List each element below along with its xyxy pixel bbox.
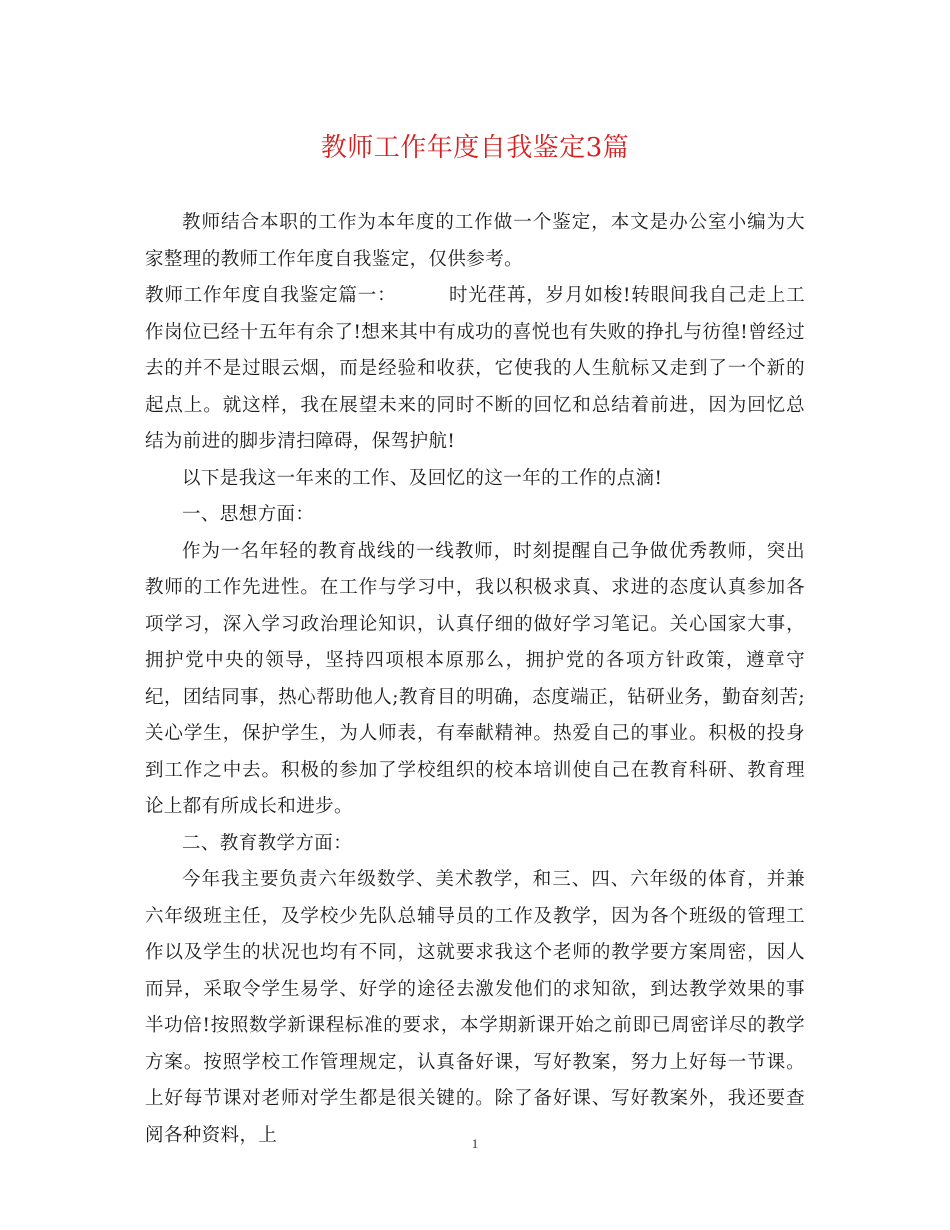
piece-one-text: 时光荏苒，岁月如梭!转眼间我自己走上工作岗位已经十五年有余了!想来其中有成功的喜悦也有失败的挣扎与彷徨!曾经过去的并不是过眼云烟，而是经验和收获，它使我的人生航标又走到了一个新的起点上。就这样，我在展望未来的同时不断的回忆和总结着前进，因为回忆总结为前进的脚步清扫障碍，保驾护航! bbox=[145, 285, 805, 452]
thought-paragraph: 作为一名年轻的教育战线的一线教师，时刻提醒自己争做优秀教师，突出教师的工作先进性。在工作与学习中，我以积极求真、求进的态度认真参加各项学习，深入学习政治理论知识，认真仔细的做好学习笔记。关心国家大事，拥护党中央的领导，坚持四项根本原那么，拥护党的各项方针政策，遵章守纪，团结同事，热心帮助他人;教育目的明确，态度端正，钻研业务，勤奋刻苦;关心学生，保护学生，为人师表，有奉献精神。热爱自己的事业。积极的投身到工作之中去。积极的参加了学校组织的校本培训使自己在教育科研、教育理论上都有所成长和进步。 bbox=[145, 540, 805, 817]
intro-paragraph: 教师结合本职的工作为本年度的工作做一个鉴定，本文是办公室小编为大家整理的教师工作年度自我鉴定，仅供参考。 bbox=[145, 212, 805, 270]
review-paragraph: 以下是我这一年来的工作、及回忆的这一年的工作的点滴! bbox=[182, 467, 663, 489]
section-heading-teaching: 二、教育教学方面： bbox=[182, 832, 353, 854]
section-heading-thought: 一、思想方面： bbox=[182, 504, 315, 525]
piece-one-label: 教师工作年度自我鉴定篇一： bbox=[145, 285, 397, 306]
document-title: 教师工作年度自我鉴定3篇 bbox=[320, 133, 630, 163]
teaching-paragraph: 今年我主要负责六年级数学、美术教学，和三、四、六年级的体育，并兼六年级班主任，及学校少先队总辅导员的工作及教学，因为各个班级的管理工作以及学生的状况也均有不同，这就要求我这个老师的教学要方案周密，因人而异，采取令学生易学、好学的途径去激发他们的求知欲，到达教学效果的事半功倍!按照数学新课程标准的要求，本学期新课开始之前即已周密详尽的教学方案。按照学校工作管理规定，认真备好课，写好教案，努力上好每一节课。上好每节课对老师对学生都是很关键的。除了备好课、写好教案外，我还要查阅各种资料，上 bbox=[145, 869, 805, 1146]
page-number: 1 bbox=[471, 1136, 479, 1151]
document-body bbox=[145, 205, 805, 1154]
piece-one-paragraph bbox=[145, 278, 805, 461]
